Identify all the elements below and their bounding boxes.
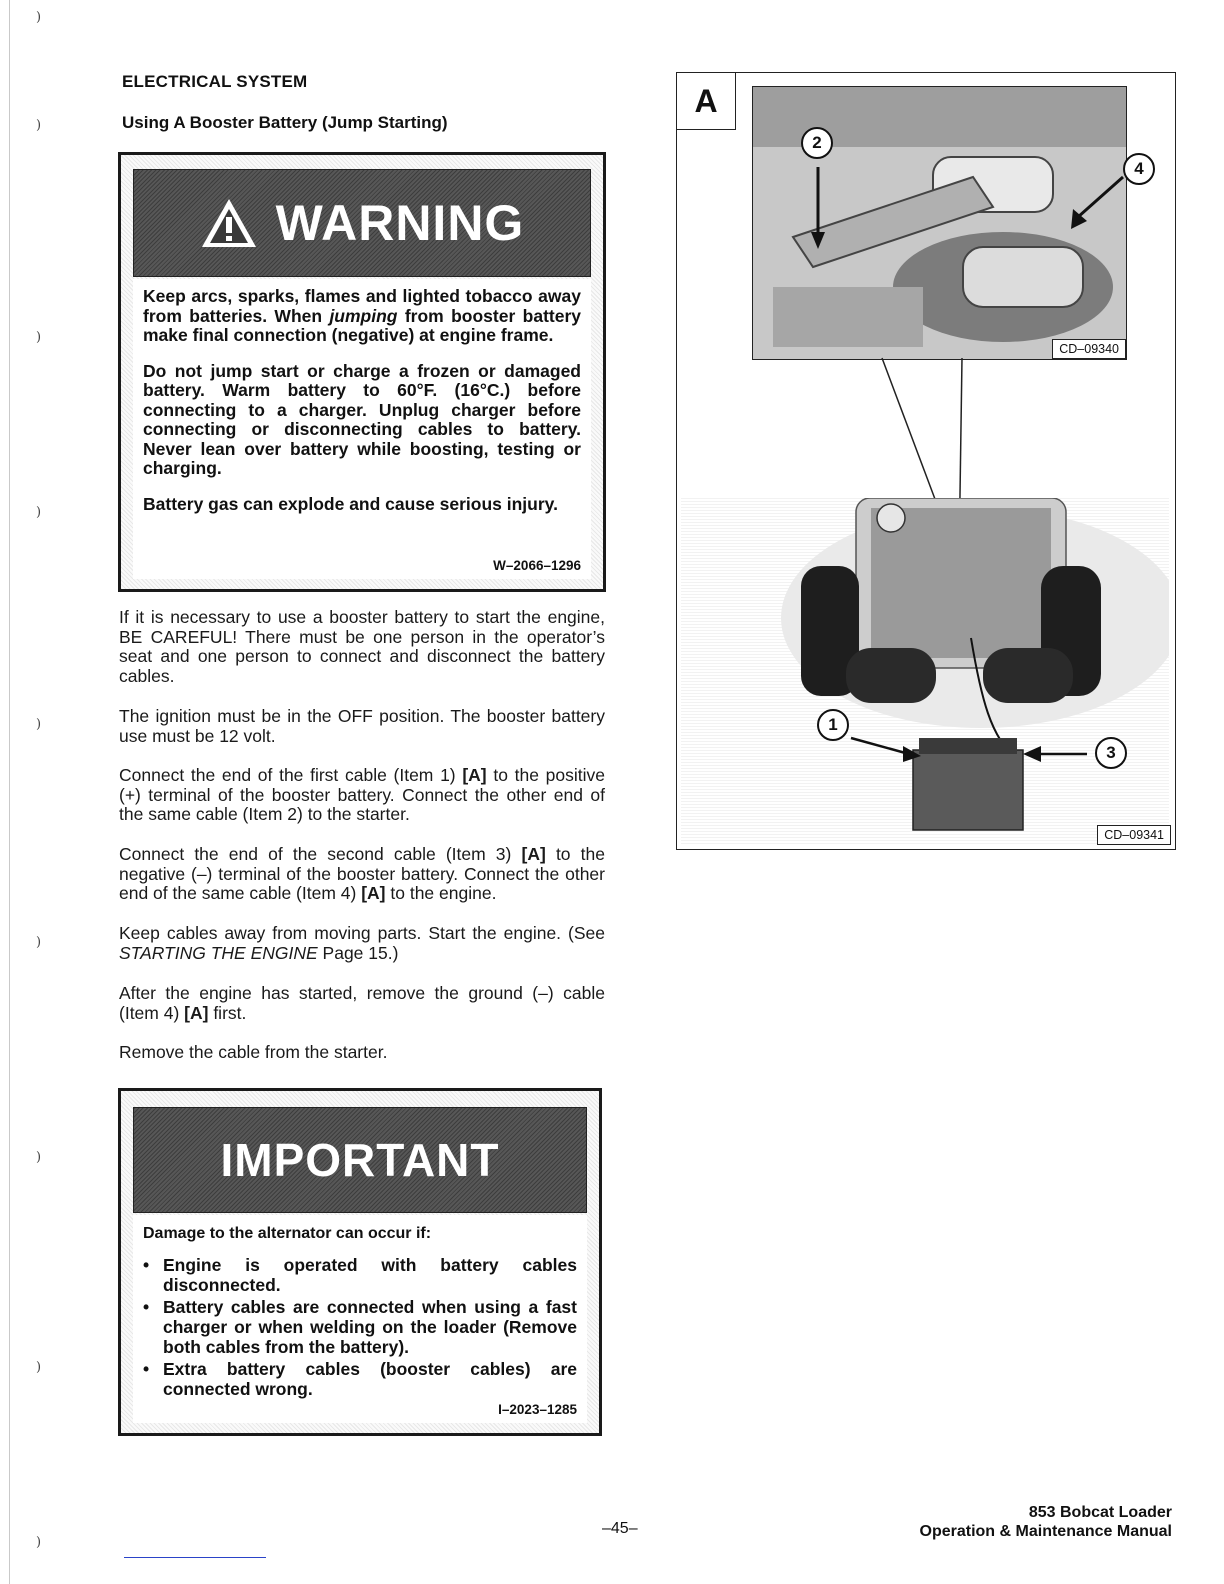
- warning-title: WARNING: [275, 195, 525, 251]
- inset-photo-label: CD–09340: [1052, 339, 1126, 359]
- body-text: After the engine has started, remove the ground (–) cable (Item 4): [119, 983, 605, 1023]
- figure-ref: [A]: [184, 1002, 209, 1023]
- body-text: to the positive (+) terminal of the booster battery. Connect the other end of the same cable (Item 2) to the starter.: [119, 765, 605, 825]
- section-title: ELECTRICAL SYSTEM: [122, 72, 308, 91]
- warning-body: [133, 279, 591, 579]
- figure-ref: [A]: [462, 765, 487, 785]
- main-photo-label: CD–09341: [1097, 825, 1171, 845]
- footer-manual-title: [920, 1503, 1172, 1541]
- body-paragraph: [119, 845, 605, 904]
- footer-line: Operation & Maintenance Manual: [919, 1523, 1172, 1540]
- body-text: Connect the end of the second cable (Item 3): [119, 844, 522, 864]
- callout-2: 2: [801, 127, 833, 159]
- warning-paragraph: [143, 287, 581, 346]
- callout-4: 4: [1123, 153, 1155, 185]
- callout-1: 1: [817, 709, 849, 741]
- warning-code: W–2066–1296: [493, 558, 581, 573]
- important-item: [143, 1359, 577, 1399]
- bullet-icon: •: [143, 1255, 150, 1275]
- footer-line: 853 Bobcat Loader: [1028, 1504, 1172, 1521]
- figure-letter: A: [677, 73, 736, 130]
- body-paragraph: [119, 984, 605, 1023]
- cross-reference: STARTING THE ENGINE: [119, 942, 318, 963]
- binding-line: [9, 0, 10, 1584]
- important-item: [143, 1255, 577, 1295]
- callout-3: 3: [1095, 737, 1127, 769]
- warning-text: Keep arcs, sparks, flames and lighted tobacco away from batteries. When: [143, 286, 581, 326]
- important-box: [118, 1088, 602, 1436]
- body-text: first.: [208, 1002, 247, 1023]
- binding-mark: ): [36, 717, 42, 732]
- important-item-text: Extra battery cables (booster cables) are connected wrong.: [163, 1359, 577, 1399]
- body-text: to the negative (–) terminal of the booster battery. Connect the other end of the same cable (Item 4): [119, 844, 605, 904]
- warning-text: from booster battery make final connection (negative) at engine frame.: [143, 305, 581, 345]
- body-paragraph: Remove the cable from the starter.: [119, 1042, 388, 1062]
- loader-photo: [681, 498, 1169, 844]
- binding-mark: ): [36, 935, 42, 950]
- warning-paragraph: Battery gas can explode and cause serious injury.: [143, 493, 558, 514]
- binding-mark: ): [36, 118, 42, 133]
- binding-mark: ): [36, 1535, 42, 1550]
- page-number: –45–: [602, 1520, 638, 1537]
- bullet-icon: •: [143, 1359, 150, 1379]
- bullet-icon: •: [143, 1297, 150, 1317]
- binding-mark: ): [36, 1360, 42, 1375]
- footer-underline: [124, 1557, 266, 1558]
- figure-a: [676, 72, 1176, 850]
- warning-emphasis: jumping: [329, 305, 398, 326]
- body-text: to the engine.: [385, 883, 497, 904]
- warning-box: [118, 152, 606, 592]
- binding-edge: [0, 0, 60, 1584]
- important-title: IMPORTANT: [220, 1134, 500, 1186]
- warning-header: [133, 169, 591, 277]
- important-header: [133, 1107, 587, 1213]
- binding-mark: ): [36, 1150, 42, 1165]
- body-text: Connect the end of the first cable (Item 1): [119, 765, 463, 785]
- important-code: I–2023–1285: [498, 1402, 577, 1417]
- binding-mark: ): [36, 505, 42, 520]
- warning-triangle-icon: [200, 197, 258, 249]
- body-paragraph: The ignition must be in the OFF position. The booster battery use must be 12 volt.: [119, 706, 605, 746]
- binding-mark: ): [36, 330, 42, 345]
- important-item-text: Engine is operated with battery cables disconnected.: [163, 1255, 577, 1295]
- body-paragraph: [119, 766, 605, 825]
- body-paragraph: [119, 924, 605, 963]
- important-body: [133, 1215, 587, 1423]
- figure-ref: [A]: [521, 844, 546, 864]
- important-item: [143, 1297, 577, 1357]
- warning-paragraph: Do not jump start or charge a frozen or damaged battery. Warm battery to 60°F. (16°C.) before connecting to a charger. Unplug charger before connecting or disconnecting cables to battery. Never lean over battery while boosting, testing or charging.: [143, 360, 581, 478]
- important-item-text: Battery cables are connected when using a fast charger or when welding on the loader (Remove both cables from the battery).: [163, 1297, 577, 1357]
- body-paragraph: If it is necessary to use a booster battery to start the engine, BE CAREFUL! There must be one person in the operator’s seat and one person to connect and disconnect the battery cables.: [119, 607, 605, 686]
- figure-ref: [A]: [361, 883, 386, 904]
- body-text: Keep cables away from moving parts. Start the engine. (See: [119, 923, 605, 943]
- binding-mark: ): [36, 10, 42, 25]
- body-text: Page 15.): [317, 942, 399, 963]
- important-lead: Damage to the alternator can occur if:: [143, 1225, 432, 1242]
- page-subtitle: Using A Booster Battery (Jump Starting): [122, 113, 448, 132]
- loader-illustration: [681, 498, 1169, 844]
